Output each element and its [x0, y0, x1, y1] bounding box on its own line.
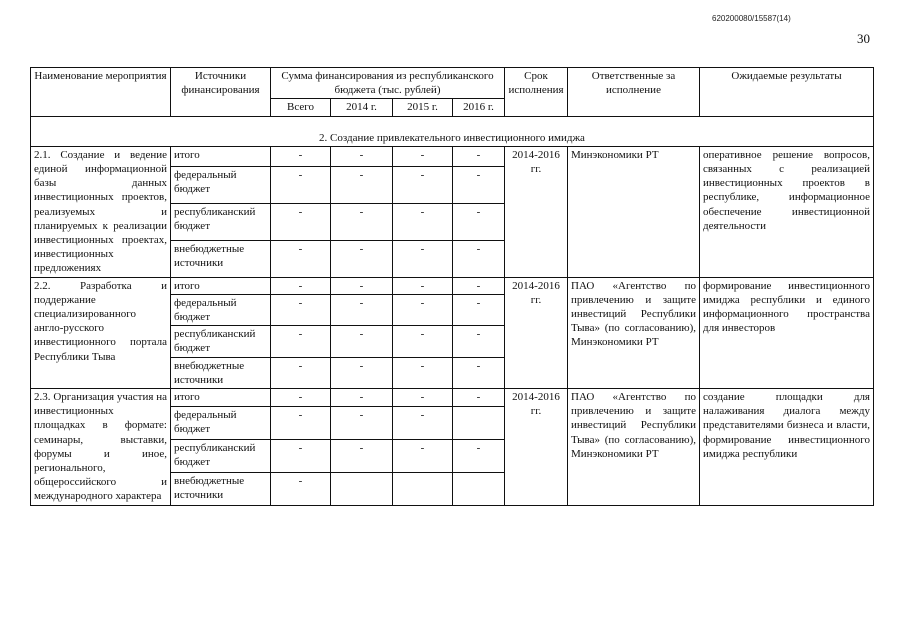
item-name: 2.1. Создание и ведение единой информационной базы данных инвестиционных проектов, реализуемых и планируемых к реализации инвестиционных проектах, инвестиционных предложениях: [31, 146, 171, 277]
table-row: [31, 277, 874, 294]
page-number: 30: [857, 31, 870, 46]
y2016-cell: [453, 472, 505, 505]
responsible-cell: ПАО «Агентство по привлечению и защите инвестиций Республики Тыва» (по согласованию), Минэкономики РТ: [568, 277, 700, 388]
total-cell: -: [271, 294, 331, 325]
header-term: Срок исполнения: [505, 68, 568, 117]
responsible-cell: ПАО «Агентство по привлечению и защите инвестиций Республики Тыва» (по согласованию), Минэкономики РТ: [568, 389, 700, 506]
term-cell: 2014-2016 гг.: [505, 277, 568, 388]
total-cell: -: [271, 357, 331, 388]
y2015-cell: -: [393, 326, 453, 357]
y2016-cell: [453, 407, 505, 440]
y2015-cell: -: [393, 203, 453, 240]
source-cell: итого: [171, 277, 271, 294]
y2016-cell: -: [453, 203, 505, 240]
y2014-cell: -: [331, 439, 393, 472]
y2016-cell: -: [453, 294, 505, 325]
results-cell: оперативное решение вопросов, связанных с реализацией инвестиционных проектов в республике, информационное обеспечение инвестиционной деятельности: [700, 146, 874, 277]
total-cell: -: [271, 472, 331, 505]
y2014-cell: -: [331, 277, 393, 294]
source-cell: внебюджетные источники: [171, 240, 271, 277]
y2015-cell: -: [393, 146, 453, 166]
y2014-cell: [331, 472, 393, 505]
y2016-cell: -: [453, 357, 505, 388]
y2015-cell: [393, 472, 453, 505]
header-sum: Сумма финансирования из республиканского бюджета (тыс. рублей): [271, 68, 505, 99]
y2016-cell: -: [453, 146, 505, 166]
item-name: 2.3. Организация участия на инвестиционных площадках в формате: семинары, выставки, форумы и иное, регионального, общероссийского и международного характера: [31, 389, 171, 506]
source-cell: итого: [171, 389, 271, 407]
total-cell: -: [271, 439, 331, 472]
document-number: 620200080/15587(14): [712, 14, 791, 23]
y2014-cell: -: [331, 389, 393, 407]
term-cell: 2014-2016 гг.: [505, 389, 568, 506]
header-results: Ожидаемые результаты: [700, 68, 874, 117]
results-cell: создание площадки для налаживания диалога между представителями бизнеса и власти, формирование инвестиционного имиджа республики: [700, 389, 874, 506]
y2014-cell: -: [331, 203, 393, 240]
y2014-cell: -: [331, 167, 393, 204]
header-2016: 2016 г.: [453, 99, 505, 116]
y2014-cell: -: [331, 240, 393, 277]
header-sources: Источники финансирования: [171, 68, 271, 117]
y2016-cell: -: [453, 167, 505, 204]
y2014-cell: -: [331, 357, 393, 388]
y2016-cell: -: [453, 240, 505, 277]
total-cell: -: [271, 277, 331, 294]
y2014-cell: -: [331, 407, 393, 440]
header-total: Всего: [271, 99, 331, 116]
financing-table: [30, 67, 874, 506]
source-cell: внебюджетные источники: [171, 472, 271, 505]
source-cell: федеральный бюджет: [171, 294, 271, 325]
header-row: [31, 68, 874, 99]
y2015-cell: -: [393, 167, 453, 204]
responsible-cell: Минэкономики РТ: [568, 146, 700, 277]
total-cell: -: [271, 203, 331, 240]
y2015-cell: -: [393, 357, 453, 388]
y2016-cell: -: [453, 277, 505, 294]
section-title: 2. Создание привлекательного инвестиционного имиджа: [31, 116, 874, 146]
total-cell: -: [271, 407, 331, 440]
y2014-cell: -: [331, 146, 393, 166]
results-cell: формирование инвестиционного имиджа республики и единого информационного пространства для инвесторов: [700, 277, 874, 388]
y2015-cell: -: [393, 277, 453, 294]
y2015-cell: -: [393, 407, 453, 440]
header-responsible: Ответственные за исполнение: [568, 68, 700, 117]
table-row: [31, 146, 874, 166]
total-cell: -: [271, 167, 331, 204]
y2014-cell: -: [331, 326, 393, 357]
y2016-cell: -: [453, 389, 505, 407]
y2015-cell: -: [393, 240, 453, 277]
term-cell: 2014-2016 гг.: [505, 146, 568, 277]
source-cell: внебюджетные источники: [171, 357, 271, 388]
total-cell: -: [271, 240, 331, 277]
y2015-cell: -: [393, 389, 453, 407]
total-cell: -: [271, 146, 331, 166]
source-cell: республиканский бюджет: [171, 203, 271, 240]
section-row: [31, 116, 874, 146]
y2015-cell: -: [393, 439, 453, 472]
y2016-cell: -: [453, 326, 505, 357]
item-name: 2.2. Разработка и поддержание специализированного англо-русского инвестиционного портала Республики Тыва: [31, 277, 171, 388]
header-2014: 2014 г.: [331, 99, 393, 116]
total-cell: -: [271, 326, 331, 357]
source-cell: итого: [171, 146, 271, 166]
y2015-cell: -: [393, 294, 453, 325]
source-cell: федеральный бюджет: [171, 167, 271, 204]
y2016-cell: -: [453, 439, 505, 472]
table-row: [31, 389, 874, 407]
header-2015: 2015 г.: [393, 99, 453, 116]
header-name: Наименование мероприятия: [31, 68, 171, 117]
y2014-cell: -: [331, 294, 393, 325]
source-cell: республиканский бюджет: [171, 439, 271, 472]
source-cell: федеральный бюджет: [171, 407, 271, 440]
source-cell: республиканский бюджет: [171, 326, 271, 357]
total-cell: -: [271, 389, 331, 407]
